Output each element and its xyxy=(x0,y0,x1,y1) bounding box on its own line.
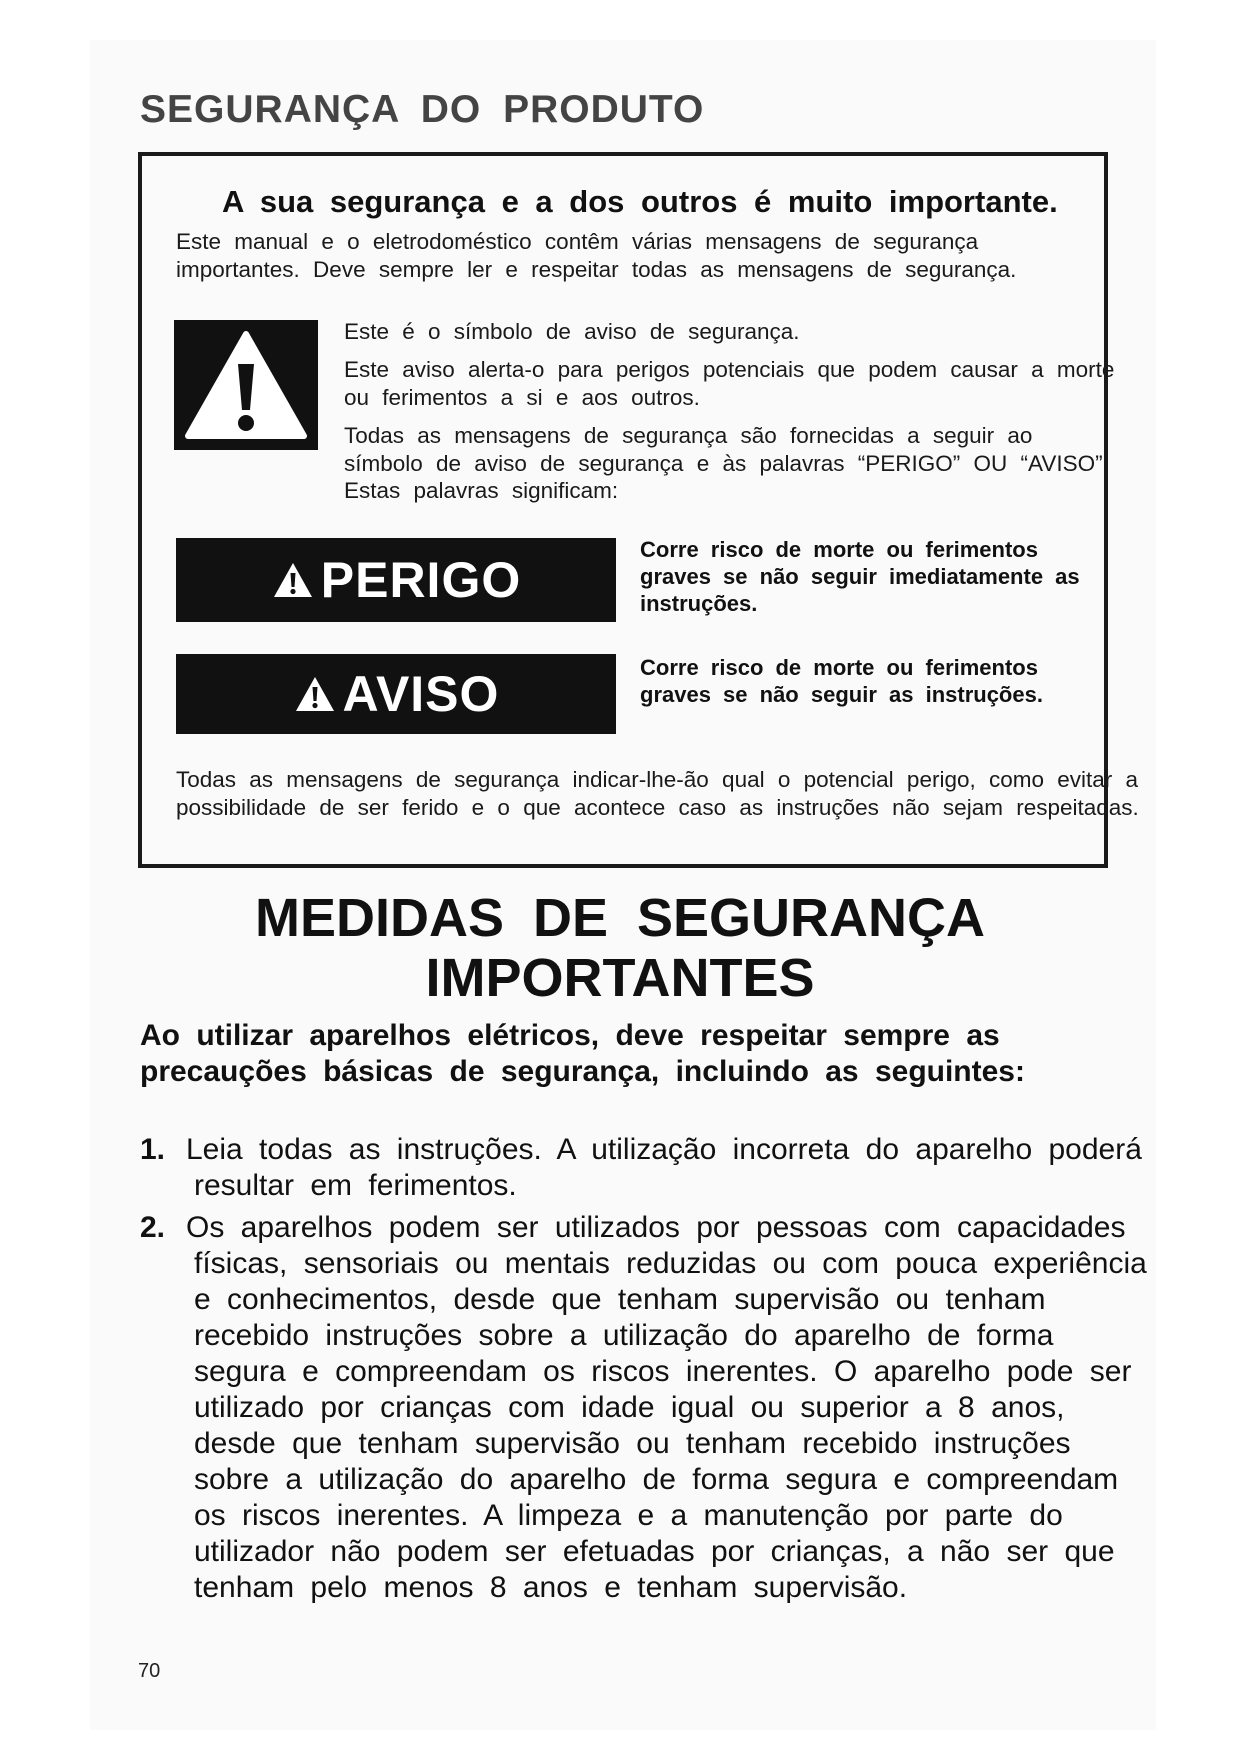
list-item-number: 2. xyxy=(140,1211,166,1244)
list-item-text: Leia todas as instruções. A utilização incorreta do aparelho poderá resultar em ferimentos. xyxy=(186,1133,1142,1202)
aviso-badge xyxy=(176,654,616,734)
aviso-label: AVISO xyxy=(342,666,500,722)
page-number: 70 xyxy=(138,1660,161,1682)
safety-intro-line-1: Este manual e o eletrodoméstico contêm várias mensagens de segurança xyxy=(176,229,979,254)
list-item xyxy=(140,1174,1154,1642)
aviso-description: Corre risco de morte ou ferimentos graves se não seguir as instruções. xyxy=(640,655,1043,707)
symbol-description: Este é o símbolo de aviso de segurança. xyxy=(344,319,800,344)
main-title xyxy=(140,888,1100,1008)
list-item-text: Os aparelhos podem ser utilizados por pessoas com capacidades físicas, sensoriais ou mentais reduzidas ou com pouca experiência e conhecimentos, desde que tenham supervisão ou tenham recebido instruções sobre a utilização do aparelho de forma segura e compreendam os riscos inerentes. O aparelho pode ser utilizado por crianças com idade igual ou superior a 8 anos, desde que tenham supervisão ou tenham recebido instruções sobre a utilização do aparelho de forma segura e compreendam os riscos inerentes. A limpeza e a manutenção por parte do utilizador não podem ser efetuadas por crianças, a não ser que tenham pelo menos 8 anos e tenham supervisão. xyxy=(186,1211,1147,1604)
perigo-badge xyxy=(176,538,616,622)
warning-triangle-icon xyxy=(293,674,337,714)
main-title-line-2: IMPORTANTES xyxy=(425,948,815,1008)
symbol-warning-text: Este aviso alerta-o para perigos potenciais que podem causar a morte ou ferimentos a si e aos outros. xyxy=(344,357,1115,410)
safety-footer-text: Todas as mensagens de segurança indicar-lhe-ão qual o potencial perigo, como evitar a possibilidade de ser ferido e o que acontece caso as instruções não sejam respeitadas. xyxy=(176,767,1139,820)
safety-box-heading: A sua segurança e a dos outros é muito importante. xyxy=(222,184,1058,219)
section-title: SEGURANÇA DO PRODUTO xyxy=(140,88,705,131)
intro-text: Ao utilizar aparelhos elétricos, deve respeitar sempre as precauções básicas de segurança, incluindo as seguintes: xyxy=(140,1019,1025,1088)
main-title-line-1: MEDIDAS DE SEGURANÇA xyxy=(254,888,986,948)
perigo-description: Corre risco de morte ou ferimentos graves se não seguir imediatamente as instruções. xyxy=(640,537,1080,616)
list-item-number: 1. xyxy=(140,1133,166,1166)
warning-symbol-icon xyxy=(174,320,318,450)
symbol-messages-text: Todas as mensagens de segurança são fornecidas a seguir ao símbolo de aviso de segurança e às palavras “PERIGO” OU “AVISO”. Estas palavras significam: xyxy=(344,423,1109,503)
safety-intro-line-2: importantes. Deve sempre ler e respeitar todas as mensagens de segurança. xyxy=(176,257,1017,282)
warning-triangle-icon xyxy=(271,560,315,600)
perigo-label: PERIGO xyxy=(320,552,522,608)
